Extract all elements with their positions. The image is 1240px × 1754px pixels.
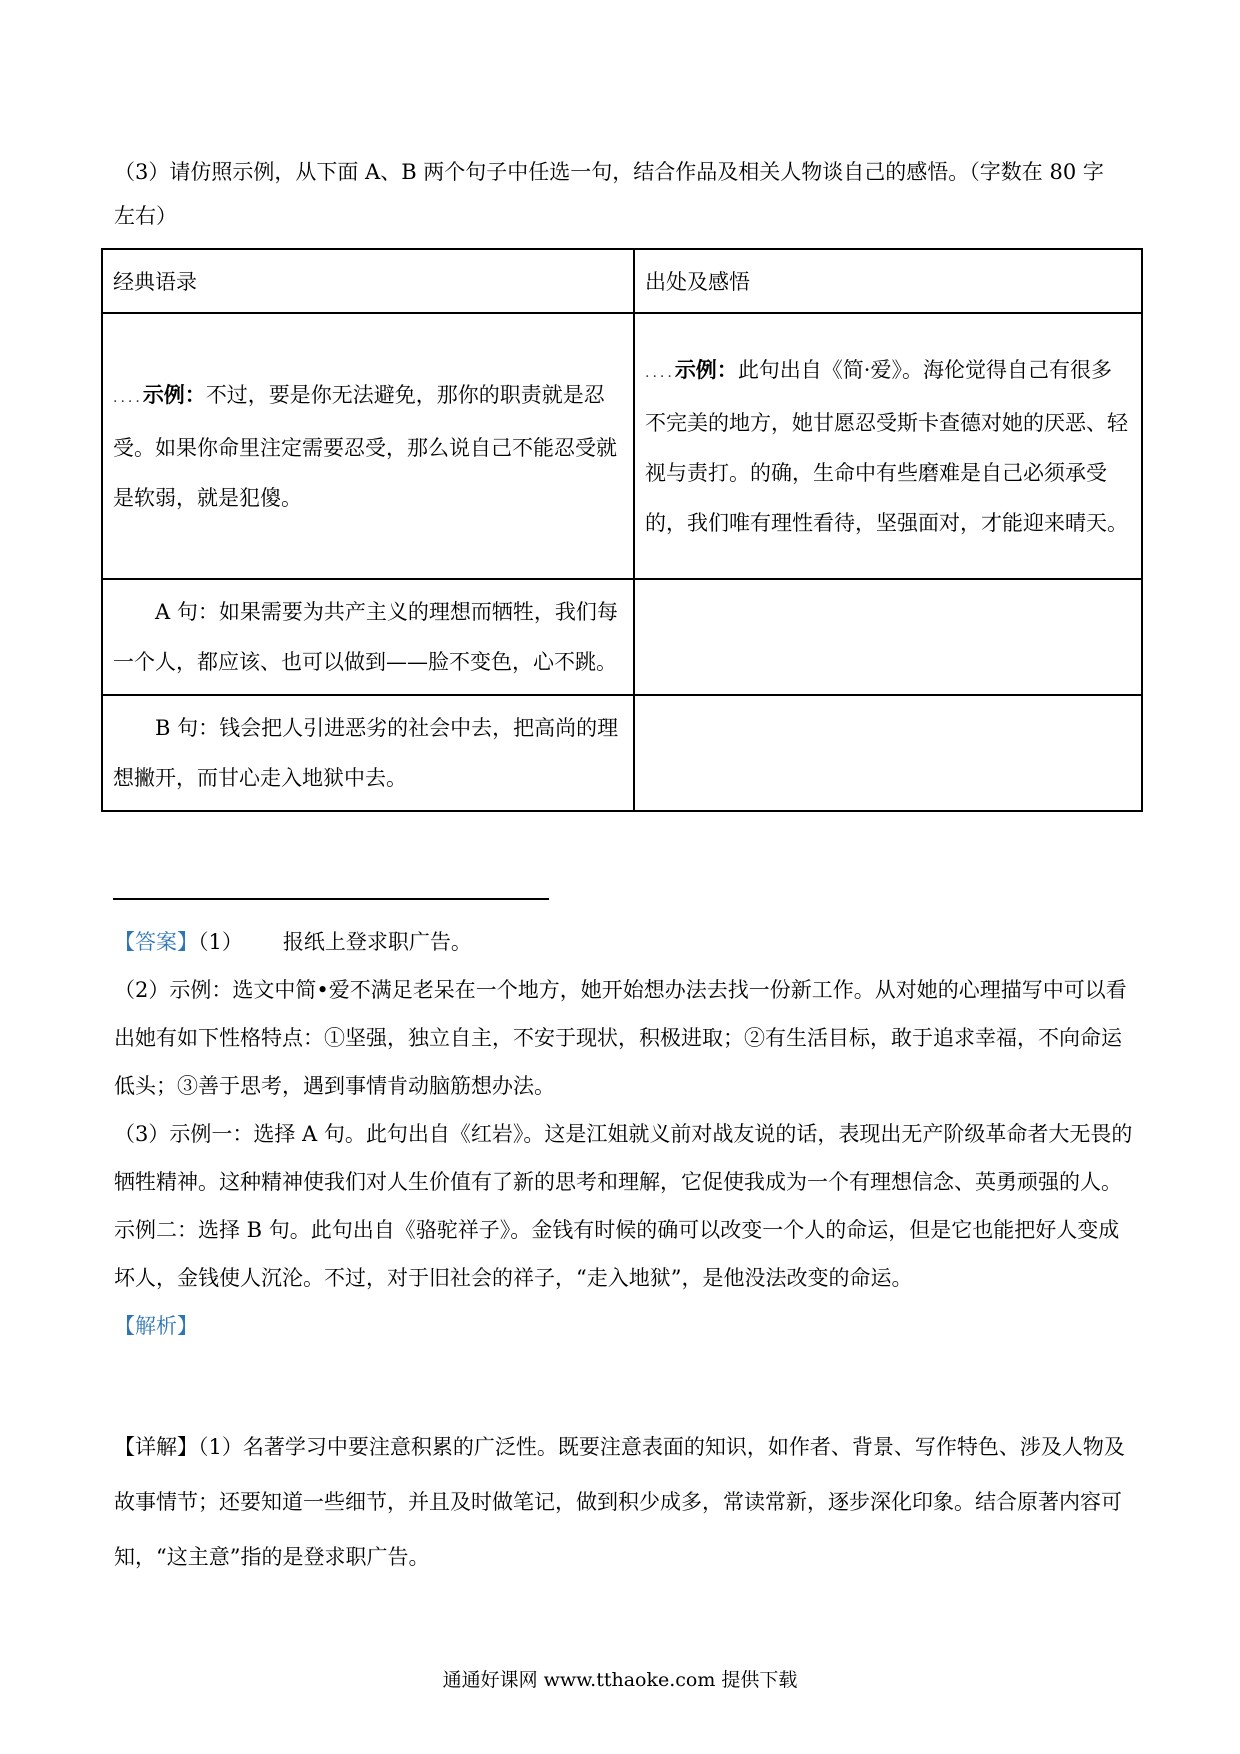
table-row-a (102, 579, 1142, 695)
question-text: （3）请仿照示例，从下面 A、B 两个句子中任选一句，结合作品及相关人物谈自己的感悟。（字数在 80 字左右） (114, 160, 1104, 228)
detail-tag: 【详解】 (114, 1435, 198, 1459)
example-reflection-cell (634, 313, 1142, 579)
sentence-b-answer-cell (634, 695, 1142, 811)
sentence-b-text: B 句：钱会把人引进恶劣的社会中去，把高尚的理想撇开，而甘心走入地狱中去。 (113, 716, 619, 790)
table-row-b (102, 695, 1142, 811)
example-quote-text: 不过，要是你无法避免，那你的职责就是忍受。如果你命里注定需要忍受，那么说自己不能忍受就是软弱，就是犯傻。 (113, 382, 617, 510)
header-classic-quote (102, 249, 634, 313)
answer-line-2: （2）示例：选文中简•爱不满足老呆在一个地方，她开始想办法去找一份新工作。从对她的心理描写中可以看出她有如下性格特点：①坚强，独立自主，不安于现状，积极进取；②有生活目标，敢于追求幸福，不向命运低头；③善于思考，遇到事情肯动脑筋想办法。 (114, 978, 1127, 1098)
table-header-row (102, 249, 1142, 313)
sentence-b-cell (102, 695, 634, 811)
detail-text: （1）名著学习中要注意积累的广泛性。既要注意表面的知识，如作者、背景、写作特色、涉及人物及故事情节；还要知道一些细节，并且及时做笔记，做到积少成多，常读常新，逐步深化印象。结合原著内容可知，“这主意”指的是登求职广告。 (114, 1435, 1125, 1569)
example-quote-cell (102, 313, 634, 579)
emphasis-dots: .... (113, 389, 143, 406)
quote-table (101, 248, 1143, 812)
answer-line-1 (114, 918, 1134, 966)
answer-line-3: （3）示例一：选择 A 句。此句出自《红岩》。这是江姐就义前对战友说的话，表现出无产阶级革命者大无畏的牺牲精神。这种精神使我们对人生价值有了新的思考和理解，它促使我成为一个有理想信念、英勇顽强的人。 (114, 1122, 1133, 1194)
example-reflection-text: 此句出自《简·爱》。海伦觉得自己有很多不完美的地方，她甘愿忍受斯卡查德对她的厌恶、轻视与责打。的确，生命中有些磨难是自己必须承受的，我们唯有理性看待，坚强面对，才能迎来晴天。 (645, 357, 1128, 535)
answer-1-text: 报纸上登求职广告。 (282, 930, 472, 954)
sentence-a-cell (102, 579, 634, 695)
header-left-label: 经典语录 (113, 270, 197, 294)
answer-tag: 【答案】 (114, 930, 198, 954)
detail-paragraph (114, 1420, 1134, 1585)
answer-section (114, 918, 1134, 1350)
answer-1-num: （1） (198, 930, 243, 954)
detail-section (114, 1420, 1134, 1585)
section-divider (113, 898, 549, 900)
sentence-a-text: A 句：如果需要为共产主义的理想而牺牲，我们每一个人，都应该、也可以做到——脸不变色，心不跳。 (113, 600, 618, 674)
header-source-reflection (634, 249, 1142, 313)
answer-line-4: 示例二：选择 B 句。此句出自《骆驼祥子》。金钱有时候的确可以改变一个人的命运，但是它也能把好人变成坏人，金钱使人沉沦。不过，对于旧社会的祥子，“走入地狱”，是他没法改变的命运。 (114, 1218, 1120, 1290)
example-label: 示例： (142, 381, 206, 407)
header-right-label: 出处及感悟 (645, 270, 750, 294)
sentence-a-answer-cell (634, 579, 1142, 695)
emphasis-dots: .... (645, 364, 675, 381)
page-footer (0, 1665, 1240, 1692)
analysis-tag: 【解析】 (114, 1314, 198, 1338)
example-label: 示例： (674, 356, 738, 382)
table-row-example (102, 313, 1142, 579)
footer-text: 通通好课网 www.tthaoke.com 提供下载 (442, 1669, 798, 1691)
analysis-heading (114, 1302, 1134, 1350)
question-prompt (114, 150, 1124, 238)
